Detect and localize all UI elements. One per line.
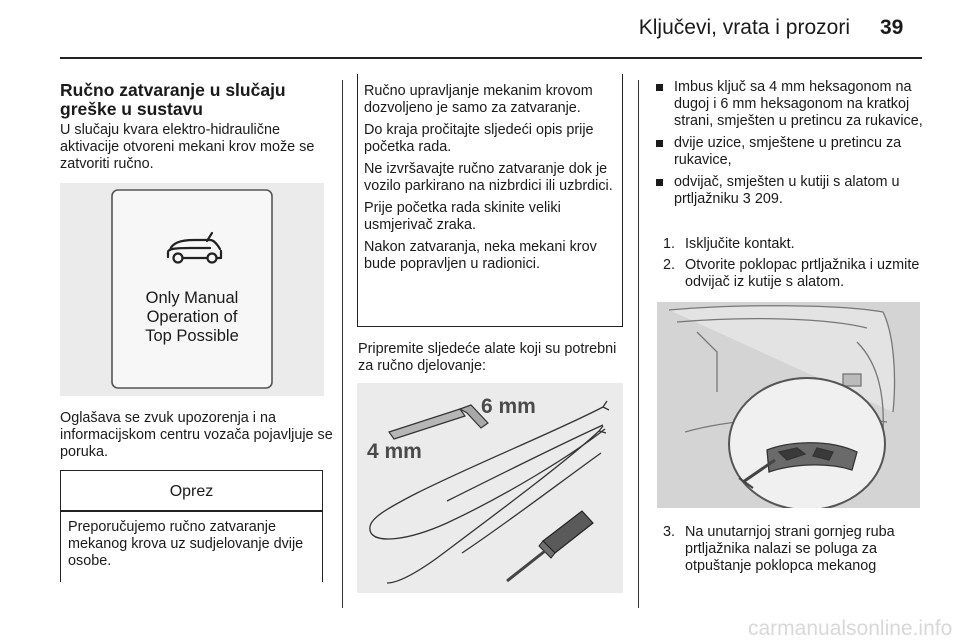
bullet-square [656,140,663,147]
running-header-title: Ključevi, vrata i prozori [638,16,850,39]
caution-text: Preporučujemo ručno zatvaranje mekanog krova uz sudjelovanje dvije osobe. [68,519,304,569]
intro-paragraph: U slučaju kvara elektro-hidraulične aktivacije otvoreni mekani krov može se zatvoriti ručno. [60,122,315,172]
screwdriver-illustration [507,511,593,581]
step-item: 3. Na unutarnjoj strani gornjeg ruba prtljažnika nalazi se poluga za otpuštanje poklopca mekanog [663,524,895,574]
caution-box [60,470,323,582]
bullet-square [656,84,663,91]
list-item: Imbus ključ sa 4 mm heksagonom na dugoj i 6 mm heksagonom na kratkoj strani, smješten u pretincu za rukavice, [655,79,923,130]
dashboard-message-figure [60,183,324,396]
page-reference-icon[interactable]: 3 [742,191,751,207]
watermark: carmanualsonline.info [748,617,953,640]
label-4mm: 4 mm [367,440,422,463]
caution-title: Oprez [169,483,214,500]
notice-paragraph: Ručno upravljanje mekanim krovom dozvoljeno je samo za zatvaranje. [364,83,593,116]
tools-bullet-list [655,79,923,213]
notice-paragraph: Ne izvršavajte ručno zatvaranje dok je vozilo parkirano na nizbrdici ili uzbrdici. [364,161,613,194]
notice-paragraph: Nakon zatvaranja, neka mekani krov bude popravljen u radionici. [364,239,597,272]
trunk-figure [657,302,920,508]
section-heading: Ručno zatvaranje u slučaju greške u sustavu [60,80,286,119]
notice-paragraph: Do kraja pročitajte sljedeći opis prije početka rada. [364,122,594,155]
notice-paragraph: Prije početka rada skinite veliki usmjerivač zraka. [364,200,561,233]
bullet-square [656,179,663,186]
step3-list [663,524,923,579]
display-line-3: Top Possible [145,327,239,345]
step-item: 2. Otvorite poklopac prtljažnika i uzmite odvijač iz kutije s alatom. [663,257,920,290]
display-line-1: Only Manual [145,289,239,307]
steps-list [663,236,923,295]
tools-intro-paragraph: Pripremite sljedeće alate koji su potrebni za ručno djelovanje: [358,341,617,374]
header-rule [60,57,922,59]
step-item: 1. Isključite kontakt. [663,236,795,252]
page-number: 39 [880,16,904,39]
list-item: dvije uzice, smještene u pretincu za rukavice, [655,135,923,169]
page-reference[interactable]: 209. [754,191,783,207]
list-item: odvijač, smješten u kutiji s alatom u prtljažniku 3 209. [655,174,923,208]
hex-key-illustration [389,405,488,439]
warning-chime-paragraph: Oglašava se zvuk upozorenja i na informacijskom centru vozača pojavljuje se poruka. [60,410,333,460]
tools-figure [357,383,623,593]
column-divider-right [638,80,639,608]
display-line-2: Operation of [146,308,238,326]
caution-rule [61,510,322,512]
notice-box [357,74,623,327]
column-divider-left [342,80,343,608]
label-6mm: 6 mm [481,395,536,418]
